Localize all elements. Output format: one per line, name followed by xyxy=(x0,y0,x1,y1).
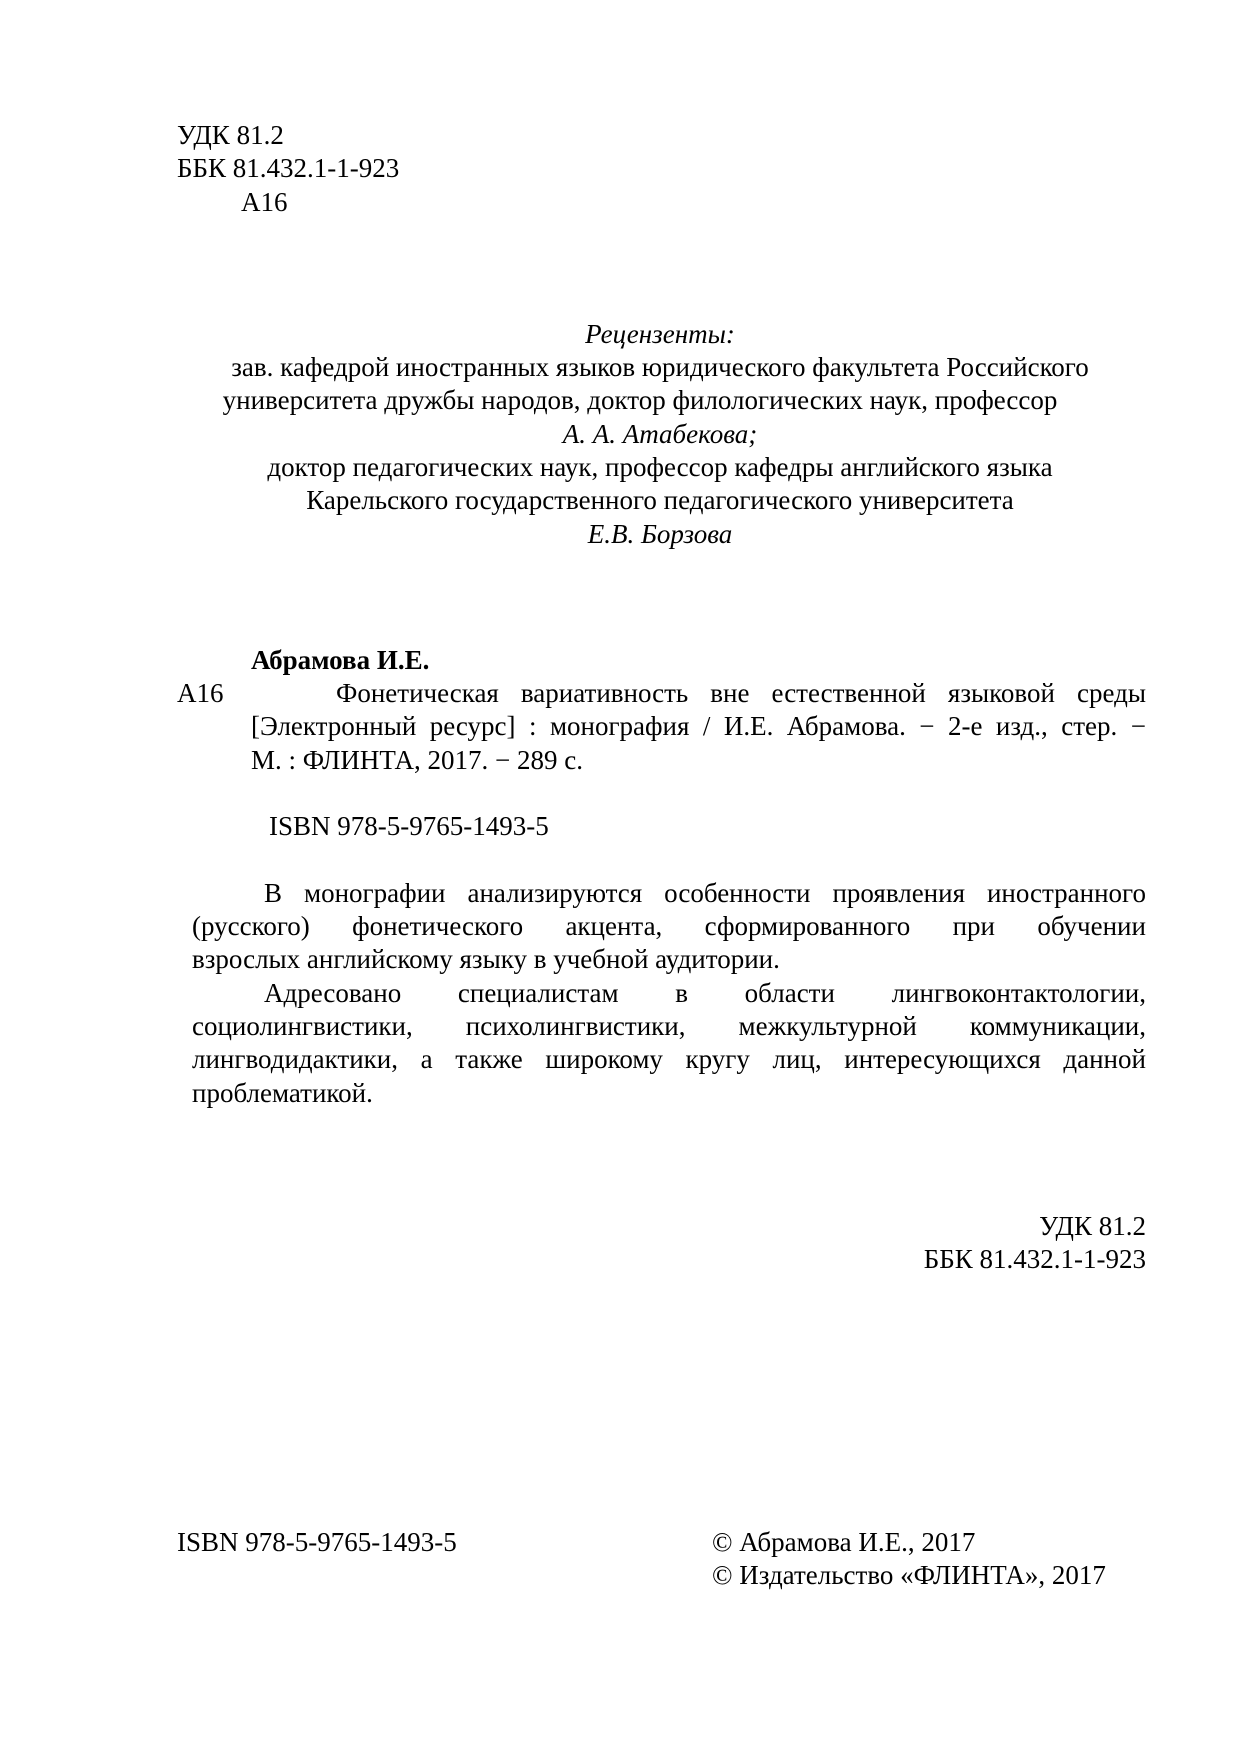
biblio-isbn: ISBN 978-5-9765-1493-5 xyxy=(269,811,549,841)
annotation-p2-line2 xyxy=(192,1010,1146,1043)
biblio-mark: А16 xyxy=(177,678,224,708)
bottom-bbk: ББК 81.432.1-1-923 xyxy=(923,1244,1146,1274)
biblio-line1-text: Фонетическая вариативность вне естественной языковой среды xyxy=(336,678,1146,708)
reviewer1-name: А. А. Атабекова; xyxy=(562,419,758,449)
biblio-line2 xyxy=(251,710,1146,743)
annotation-p1-line3: взрослых английскому языку в учебной аудитории. xyxy=(192,944,780,974)
annotation-p1-line2-text: (русского) фонетического акцента, сформированного при обучении xyxy=(192,911,1146,941)
annotation-p2-line1 xyxy=(264,977,1146,1010)
annotation-p2-line2-text: социолингвистики, психолингвистики, межкультурной коммуникации, xyxy=(192,1011,1146,1041)
reviewer1-line1: зав. кафедрой иностранных языков юридического факультета Российского xyxy=(231,352,1089,382)
footer-isbn: ISBN 978-5-9765-1493-5 xyxy=(177,1527,457,1557)
reviewer2-line2: Карельского государственного педагогического университета xyxy=(306,485,1014,515)
annotation-p1-line1 xyxy=(264,877,1146,910)
biblio-line3: М. : ФЛИНТА, 2017. − 289 с. xyxy=(251,745,583,775)
biblio-author: Абрамова И.Е. xyxy=(251,645,430,675)
reviewer2-line1: доктор педагогических наук, профессор кафедры английского языка xyxy=(267,452,1053,482)
annotation-p1-line1-text: В монографии анализируются особенности проявления иностранного xyxy=(264,878,1146,908)
reviewers-heading: Рецензенты: xyxy=(585,319,735,349)
annotation-p1-line2 xyxy=(192,910,1146,943)
reviewer2-name: Е.В. Борзова xyxy=(587,519,733,549)
top-author-mark: А16 xyxy=(241,187,288,217)
reviewer1-line2: университета дружбы народов, доктор филологических наук, профессор xyxy=(222,385,1058,415)
footer-copyright-publisher: © Издательство «ФЛИНТА», 2017 xyxy=(712,1560,1106,1590)
annotation-p2-line3 xyxy=(192,1043,1146,1076)
top-udk: УДК 81.2 xyxy=(177,120,284,150)
biblio-line1 xyxy=(336,677,1146,710)
annotation-p2-line1-text: Адресовано специалистам в области лингвоконтактологии, xyxy=(264,978,1146,1008)
annotation-p2-line3-text: лингводидактики, а также широкому кругу лиц, интересующихся данной xyxy=(192,1044,1146,1074)
biblio-line2-text: [Электронный ресурс] : монография / И.Е. Абрамова. − 2-е изд., стер. − xyxy=(251,711,1146,741)
footer-copyright-author: © Абрамова И.Е., 2017 xyxy=(712,1527,976,1557)
top-bbk: ББК 81.432.1-1-923 xyxy=(177,153,400,183)
bottom-udk: УДК 81.2 xyxy=(1039,1211,1146,1241)
annotation-p2-line4: проблематикой. xyxy=(192,1078,373,1108)
